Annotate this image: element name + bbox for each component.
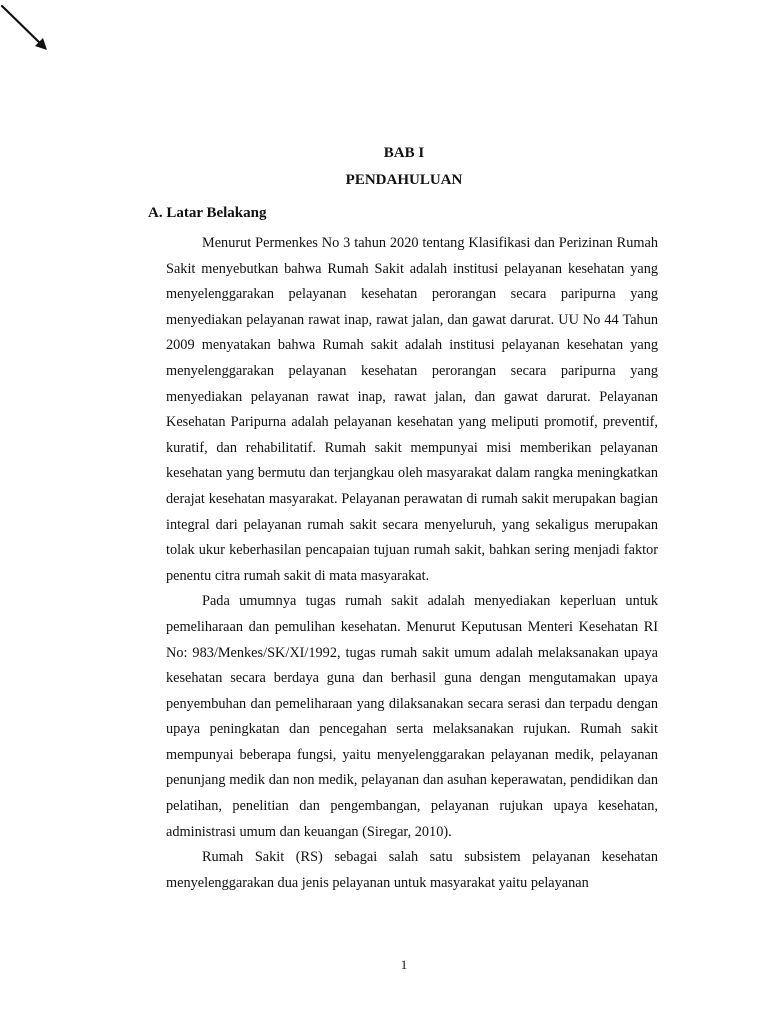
paragraph: Pada umumnya tugas rumah sakit adalah menyediakan keperluan untuk pemeliharaan dan pemulihan kesehatan. Menurut Keputusan Menteri Kesehatan RI No: 983/Menkes/SK/XI/1992, tugas rumah sakit umum adalah melaksanakan upaya kesehatan secara berdaya guna dan berhasil guna dengan mengutamakan upaya penyembuhan dan pemeliharaan yang dilaksanakan secara serasi dan terpadu dengan upaya peningkatan dan pencegahan serta melaksanakan rujukan. Rumah sakit mempunyai beberapa fungsi, yaitu menyelenggarakan pelayanan medik, pelayanan penunjang medik dan non medik, pelayanan dan asuhan keperawatan, pendidikan dan pelatihan, penelitian dan pengembangan, pelayanan rujukan upaya kesehatan, administrasi umum dan keuangan (Siregar, 2010).: [166, 593, 658, 840]
diagonal-arrow-icon: [0, 0, 60, 60]
body-text: [166, 231, 658, 896]
section-heading: A. Latar Belakang: [148, 205, 267, 221]
chapter-title: PENDAHULUAN: [345, 172, 463, 188]
chapter-number: BAB I: [383, 145, 425, 161]
paragraph: Menurut Permenkes No 3 tahun 2020 tentang Klasifikasi dan Perizinan Rumah Sakit menyebutkan bahwa Rumah Sakit adalah institusi pelayanan kesehatan yang menyelenggarakan pelayanan kesehatan perorangan secara paripurna yang menyediakan pelayanan rawat inap, rawat jalan, dan gawat darurat. UU No 44 Tahun 2009 menyatakan bahwa Rumah sakit adalah institusi pelayanan kesehatan yang menyelenggarakan pelayanan kesehatan perorangan secara paripurna yang menyediakan pelayanan rawat inap, rawat jalan, dan gawat darurat. Pelayanan Kesehatan Paripurna adalah pelayanan kesehatan yang meliputi promotif, preventif, kuratif, dan rehabilitatif. Rumah sakit mempunyai misi memberikan pelayanan kesehatan yang bermutu dan terjangkau oleh masyarakat dalam rangka meningkatkan derajat kesehatan masyarakat. Pelayanan perawatan di rumah sakit merupakan bagian integral dari pelayanan rumah sakit secara menyeluruh, yang sekaligus merupakan tolak ukur keberhasilan pencapaian tujuan rumah sakit, bahkan sering menjadi faktor penentu citra rumah sakit di mata masyarakat.: [166, 235, 658, 584]
paragraph: Rumah Sakit (RS) sebagai salah satu subsistem pelayanan kesehatan menyelenggarakan dua jenis pelayanan untuk masyarakat yaitu pelayanan: [166, 849, 658, 891]
page-number: 1: [400, 957, 408, 972]
